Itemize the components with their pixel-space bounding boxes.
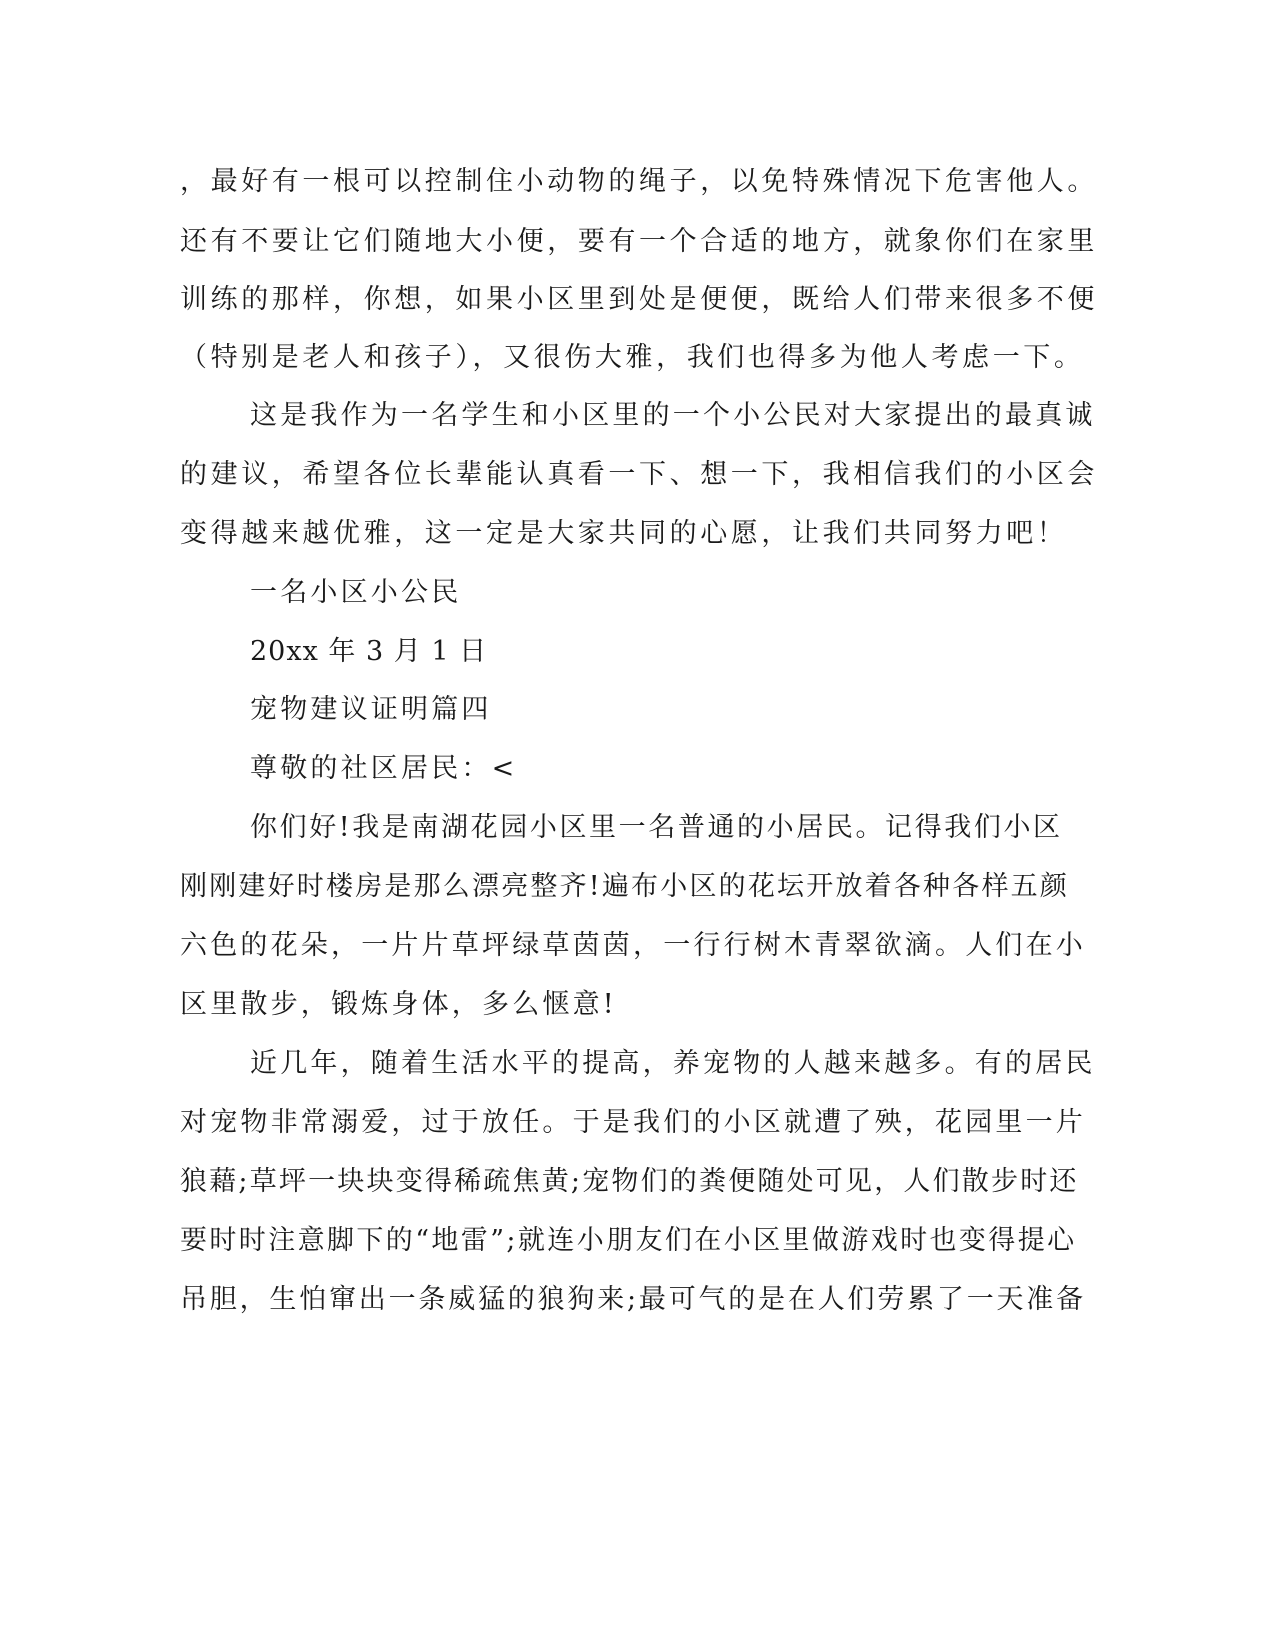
text-line: 变得越来越优雅，这一定是大家共同的心愿，让我们共同努力吧！	[180, 518, 1068, 549]
text-line: 还有不要让它们随地大小便，要有一个合适的地方，就象你们在家里	[180, 226, 1098, 257]
text-line: 训练的那样，你想，如果小区里到处是便便，既给人们带来很多不便	[180, 284, 1098, 315]
salutation: 尊敬的社区居民：<	[250, 753, 518, 784]
signature-name: 一名小区小公民	[250, 577, 462, 608]
text-line: 六色的花朵，一片片草坪绿草茵茵，一行行树木青翠欲滴。人们在小	[180, 930, 1086, 961]
text-line: 刚刚建好时楼房是那么漂亮整齐!遍布小区的花坛开放着各种各样五颜	[180, 871, 1070, 902]
paragraph-first-line: 近几年，随着生活水平的提高，养宠物的人越来越多。有的居民	[250, 1048, 1096, 1079]
paragraph-first-line: 这是我作为一名学生和小区里的一个小公民对大家提出的最真诚	[250, 400, 1096, 431]
text-line: 对宠物非常溺爱，过于放任。于是我们的小区就遭了殃，花园里一片	[180, 1107, 1086, 1138]
text-line: 要时时注意脚下的“地雷”;就连小朋友们在小区里做游戏时也变得提心	[180, 1225, 1077, 1256]
text-line: 吊胆，生怕窜出一条威猛的狼狗来;最可气的是在人们劳累了一天准备	[180, 1284, 1086, 1315]
section-title: 宠物建议证明篇四	[250, 694, 492, 725]
text-line: 的建议，希望各位长辈能认真看一下、想一下，我相信我们的小区会	[180, 459, 1098, 490]
signature-date: 20xx 年 3 月 1 日	[250, 636, 488, 667]
paragraph-first-line: 你们好!我是南湖花园小区里一名普通的小居民。记得我们小区	[250, 812, 1063, 843]
text-line: 区里散步，锻炼身体，多么惬意!	[180, 989, 617, 1020]
text-line: ，最好有一根可以控制住小动物的绳子，以免特殊情况下危害他人。	[180, 166, 1098, 197]
text-line: （特别是老人和孩子），又很伤大雅，我们也得多为他人考虑一下。	[180, 342, 1085, 373]
text-line: 狼藉;草坪一块块变得稀疏焦黄;宠物们的粪便随处可见，人们散步时还	[180, 1166, 1079, 1197]
